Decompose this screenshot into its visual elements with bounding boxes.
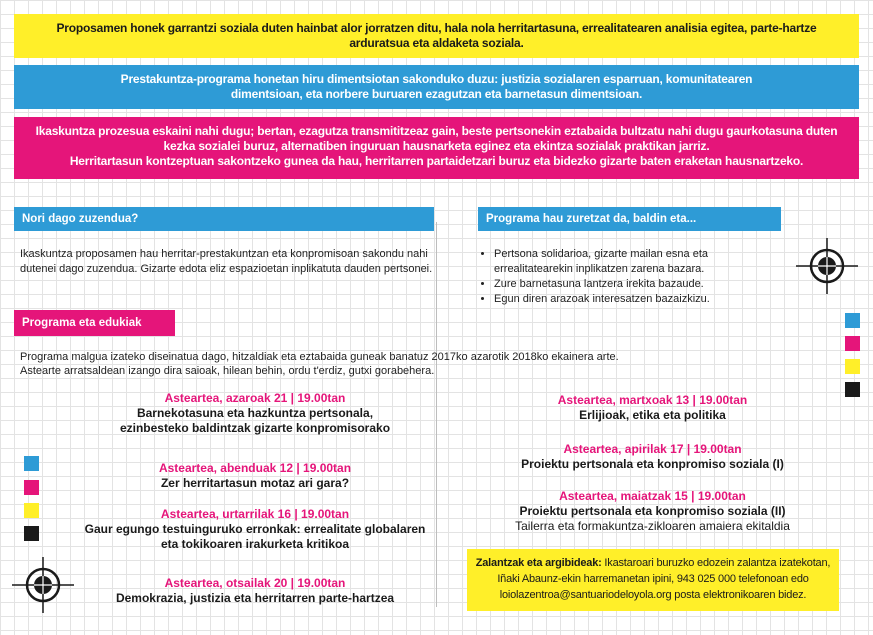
audience-heading [14,207,434,231]
session-right-1 [480,393,825,423]
program-heading [14,310,175,336]
color-swatch-black [24,526,39,541]
session-title: Tailerra eta formakuntza-zikloaren amaiera ekitaldia [515,519,790,533]
target-list [484,247,749,307]
intro-pink-text-1: Ikaskuntza prozesua eskaini nahi dugu; bertan, ezagutza transmititzeaz gain, beste pertsonekin eztabaida bultzatu nahi dugu gaurkotasuna duten kezka sozialei buruz, alternatiben inguruan hausnarketa eginez eta ekintza sozialak praktikan jarriz. [35,124,838,153]
color-swatch-magenta [845,336,860,351]
session-left-3 [50,507,460,552]
crosshair-icon [12,557,74,613]
crosshair-icon [796,238,858,294]
contact-line-3[interactable]: loiolazentroa@santuariodeloyola.org posta elektronikoaren bidez. [499,589,807,601]
color-swatch-cyan [845,313,860,328]
intro-pink-text-2: Herritartasun kontzeptuan sakontzeko gunea da hau, herritarren partaidetzari buruz eta bidezko gizarte baten eraketan hausnartzeko. [69,154,804,168]
session-title: eta tokikoaren irakurketa kritikoa [160,537,350,551]
session-date: Asteartea, abenduak 12 | 19.00tan [158,461,352,475]
target-heading [478,207,781,231]
audience-heading-label: Nori dago zuzendua? [22,213,139,225]
session-title: ezinbesteko baldintzak gizarte konpromisorako [119,421,391,435]
session-title: Zer herritartasun motaz ari gara? [160,476,350,490]
audience-text-content: Ikaskuntza proposamen hau herritar-prestakuntzan eta konpromisoan sakondu nahi dutenei dago zuzendua. Gizarte edota eliz espazioetan inplikatuta dauden pertsonei. [20,248,433,275]
session-title: Gaur egungo testuinguruko erronkak: errealitate globalaren [84,522,426,536]
color-swatch-cyan [24,456,39,471]
intro-blue-box [14,65,859,109]
contact-box [467,549,839,611]
session-title: Proiektu pertsonala eta konpromiso soziala (II) [519,504,786,518]
color-swatch-yellow [24,503,39,518]
session-title: Barnekotasuna eta hazkuntza pertsonala, [136,406,374,420]
session-date: Asteartea, azaroak 21 | 19.00tan [164,391,346,405]
program-description [20,350,840,378]
intro-yellow-box [14,14,859,58]
intro-yellow-text: Proposamen honek garrantzi soziala duten hainbat alor jorratzen ditu, hala nola herritartasuna, errealitatearen analisia egitea, parte-hartze arduratsua eta aldaketa soziala. [56,21,817,50]
audience-text [20,247,460,277]
program-heading-label: Programa eta edukiak [22,317,142,329]
session-date: Asteartea, martxoak 13 | 19.00tan [557,393,748,407]
target-heading-label: Programa hau zuretzat da, baldin eta... [486,213,697,225]
contact-label: Zalantzak eta argibideak: [475,557,602,569]
intro-blue-text: Prestakuntza-programa honetan hiru dimentsiotan sakonduko duzu: justizia sozialaren esparruan, komunitatearen dimentsioan, eta norbere buruaren ezagutzan eta barnetasun dimentsioan. [120,72,753,101]
contact-line-2: Iñaki Abaunz-ekin harremanetan ipini, 943 025 000 telefonoan edo [497,573,809,585]
session-date: Asteartea, apirilak 17 | 19.00tan [563,442,742,456]
session-left-1 [70,391,440,436]
session-date: Asteartea, urtarrilak 16 | 19.00tan [160,507,350,521]
session-date: Asteartea, otsailak 20 | 19.00tan [164,576,346,590]
session-date: Asteartea, maiatzak 15 | 19.00tan [559,489,746,503]
session-title: Erlijioak, etika eta politika [579,408,726,422]
color-swatch-black [845,382,860,397]
target-item: • Egun diren arazoak interesatzen bazaizkizu. [494,292,749,307]
target-item: • Zure barnetasuna lantzera irekita bazaude. [494,277,749,292]
intro-pink-box [14,117,859,179]
program-line-2: Astearte arratsaldean izango dira saioak, hilean behin, ordu t'erdiz, gutxi gorabehera. [20,365,435,377]
program-line-1: Programa malgua izateko diseinatua dago, hitzaldiak eta eztabaida guneak banatuz 2017ko azarotik 2018ko ekainera arte. [20,351,619,363]
color-swatch-yellow [845,359,860,374]
session-left-2 [70,461,440,491]
target-item: • Pertsona solidarioa, gizarte mailan esna eta errealitatearekin inplikatzen zarena bazara. [494,247,749,277]
session-left-4 [70,576,440,606]
session-title: Proiektu pertsonala eta konpromiso soziala (I) [521,457,784,471]
color-swatch-magenta [24,480,39,495]
session-title: Demokrazia, justizia eta herritarren parte-hartzea [115,591,395,605]
contact-line-1: Ikastaroari buruzko edozein zalantza izatekotan, [601,557,831,569]
session-right-3 [480,489,825,534]
session-right-2 [480,442,825,472]
